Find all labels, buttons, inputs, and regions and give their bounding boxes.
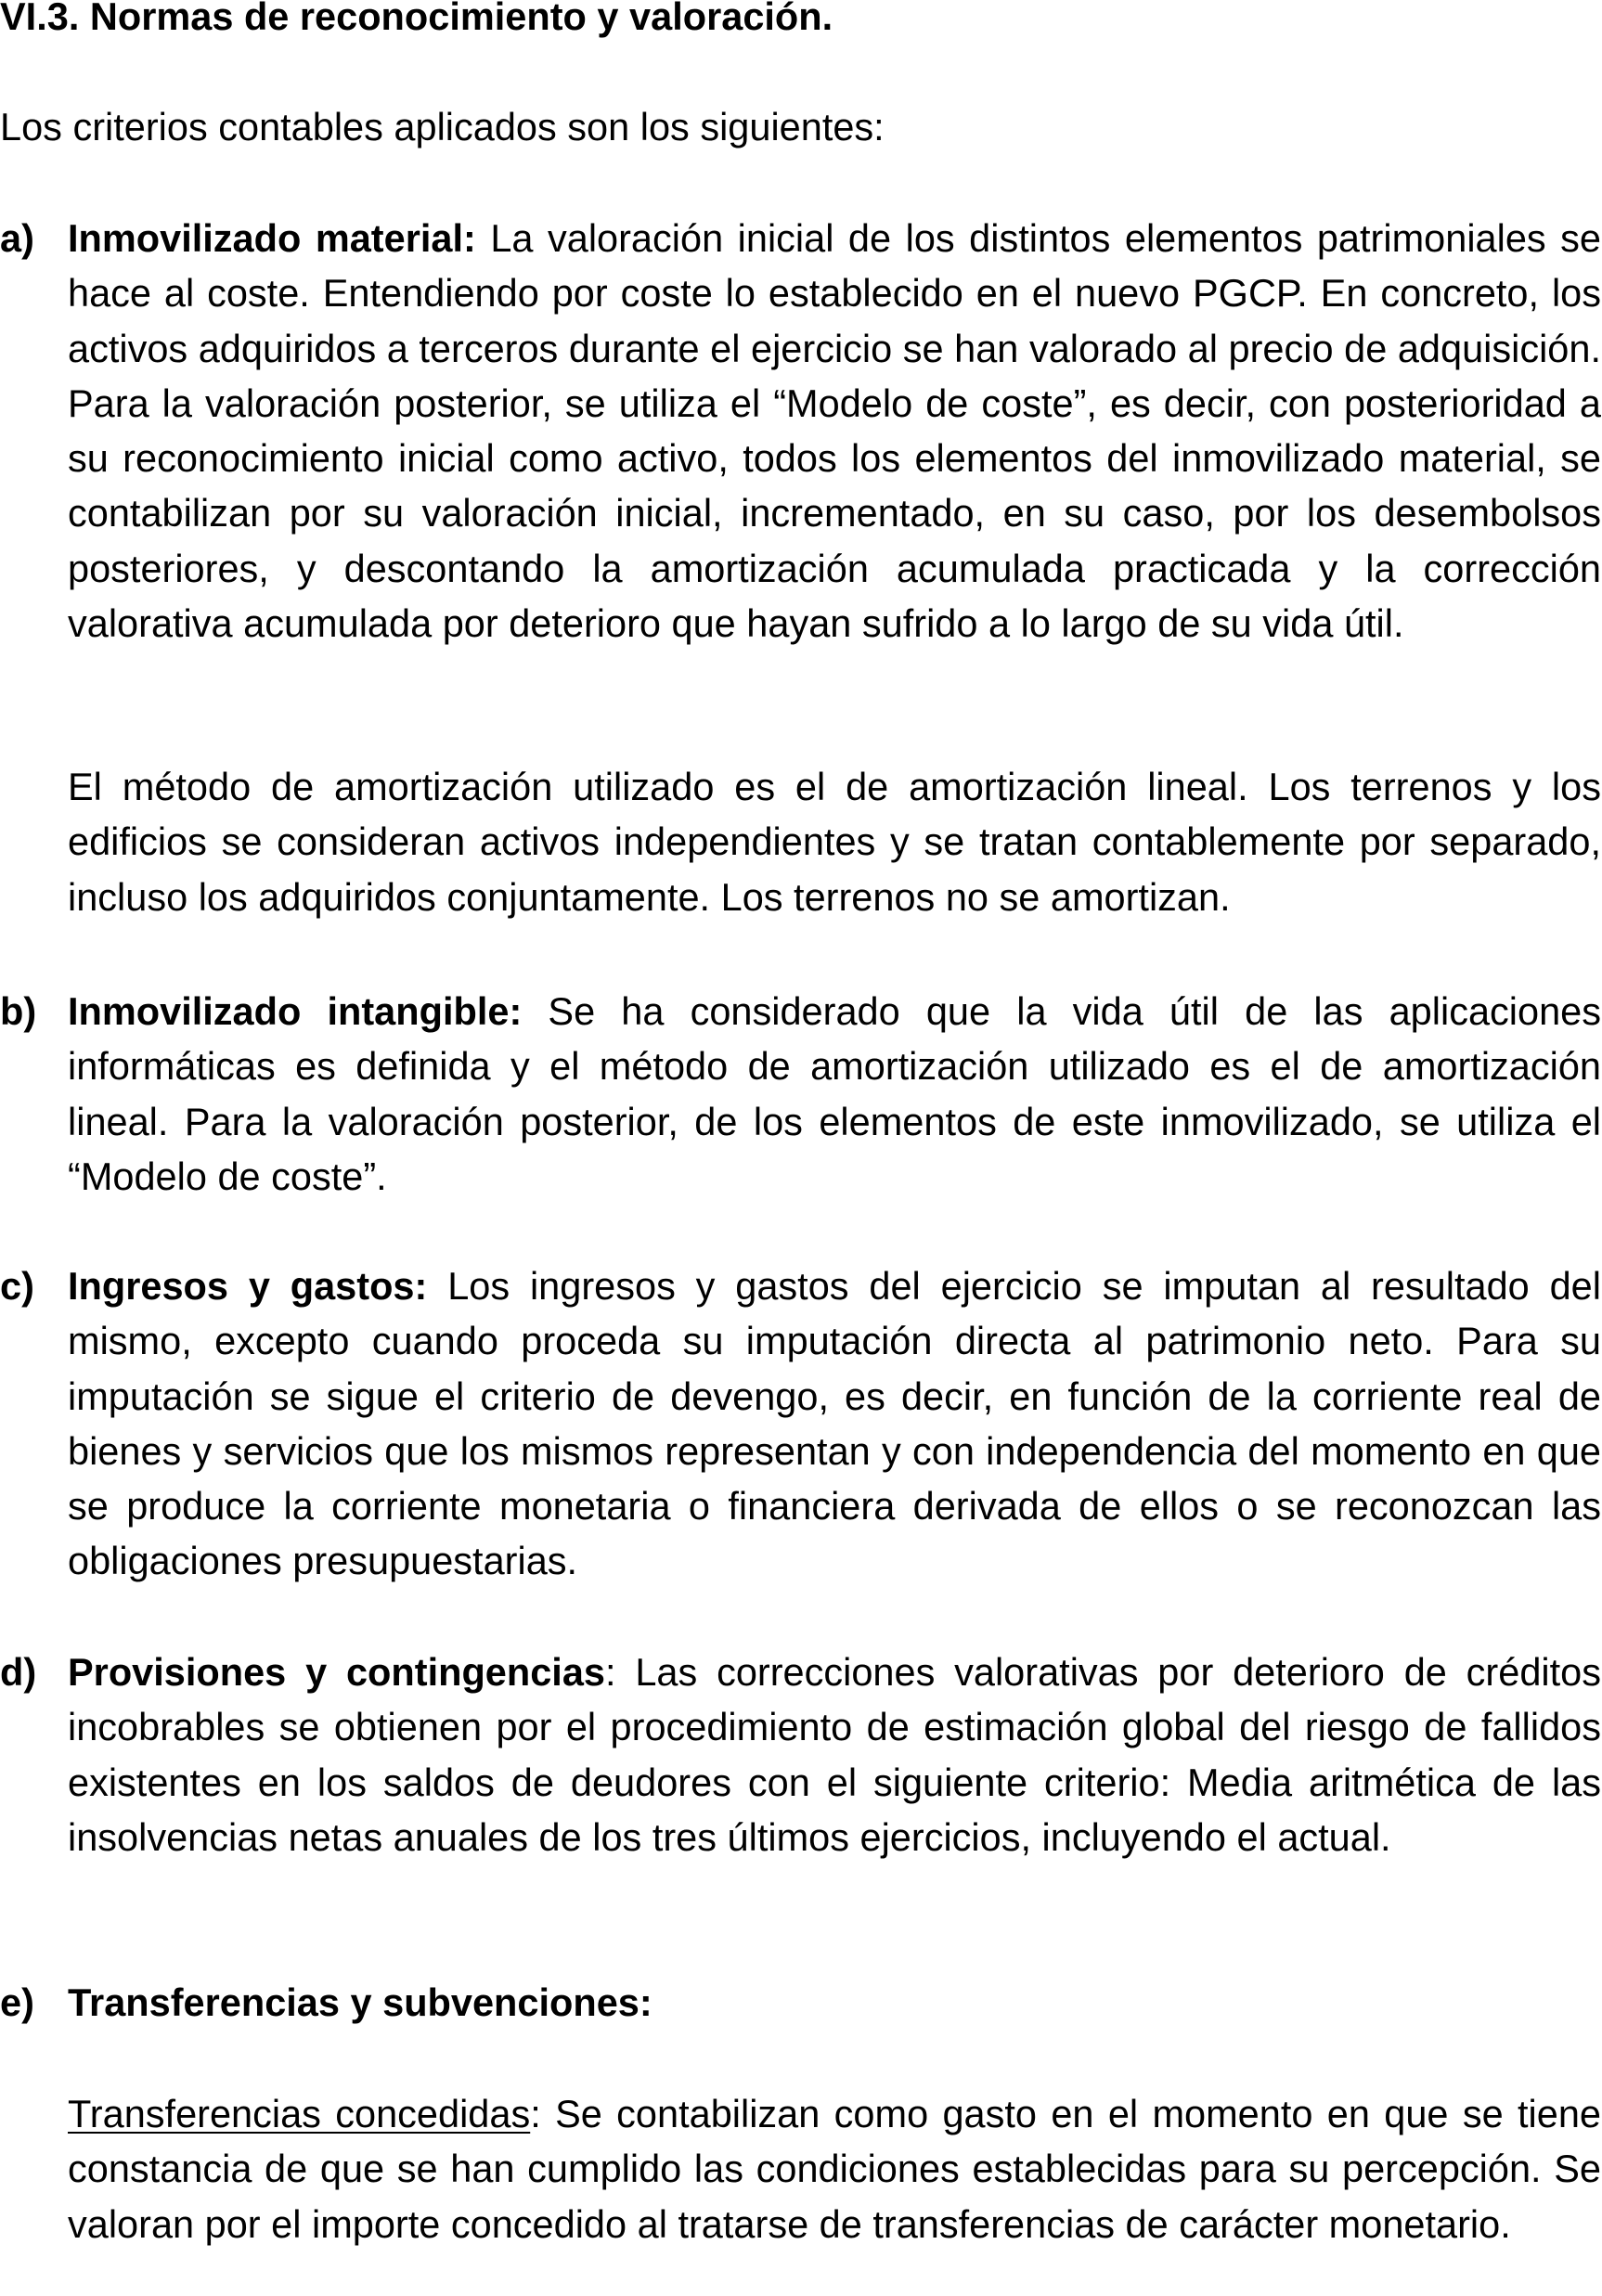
item-letter: d) — [0, 1650, 37, 1694]
item-term: Provisiones y contingencias — [68, 1650, 605, 1694]
item-body — [68, 1645, 1601, 1864]
item-body — [68, 1258, 1601, 1589]
subsection-text: : Se contabilizan como gasto en el momento en que se tiene constancia de que se han cumplido las condiciones establecidas para su percepción. Se valoran por el importe concedido al tratarse de transferencias de carácter monetario. — [68, 2092, 1601, 2246]
item-text: La valoración inicial de los distintos elementos patrimoniales se hace al coste. Entendiendo por coste lo establecido en el nuevo PGCP. En concreto, los activos adquiridos a terceros durante el ejercicio se han valorado al precio de adquisición. Para la valoración posterior, se utiliza el “Modelo de coste”, es decir, con posterioridad a su reconocimiento inicial como activo, todos los elementos del inmovilizado material, se contabilizan por su valoración inicial, incrementado, en su caso, por los desembolsos posteriores, y descontando la amortización acumulada practicada y la corrección valorativa acumulada por deterioro que hayan sufrido a lo largo de su vida útil. — [68, 216, 1601, 646]
item-body — [68, 984, 1601, 1204]
item-letter: a) — [0, 216, 34, 260]
transfers-paragraph — [68, 2086, 1601, 2251]
item-text: : Las correcciones valorativas por deterioro de créditos incobrables se obtienen por el procedimiento de estimación global del riesgo de fallidos existentes en los saldos de deudores con el siguiente criterio: Media aritmética de las insolvencias netas anuales de los tres últimos ejercicios, incluyendo el actual. — [68, 1650, 1601, 1859]
item-body — [68, 211, 1601, 651]
item-text: Los ingresos y gastos del ejercicio se imputan al resultado del mismo, excepto cuando proceda su imputación directa al patrimonio neto. Para su imputación se sigue el criterio de devengo, es decir, en función de la corriente real de bienes y servicios que los mismos representan y con independencia del momento en que se produce la corriente monetaria o financiera derivada de ellos o se reconozcan las obligaciones presupuestarias. — [68, 1264, 1601, 1583]
subsection-title: Transferencias concedidas — [68, 2092, 531, 2135]
intro-text: Los criterios contables aplicados son los siguientes: — [0, 105, 885, 148]
section-heading: VI.3. Normas de reconocimiento y valoración. — [0, 0, 833, 38]
item-text: Se ha considerado que la vida útil de las aplicaciones informáticas es definida y el método de amortización utilizado es el de amortización lineal. Para la valoración posterior, de los elementos de este inmovilizado, se utiliza el “Modelo de coste”. — [68, 989, 1601, 1198]
item-term: Inmovilizado material: — [68, 216, 476, 260]
item-term: Transferencias y subvenciones: — [68, 1980, 652, 2024]
item-body — [68, 1975, 1601, 2030]
item-letter: b) — [0, 989, 37, 1033]
item-term: Ingresos y gastos: — [68, 1264, 428, 1308]
item-letter: c) — [0, 1264, 34, 1308]
item-term: Inmovilizado intangible: — [68, 989, 523, 1033]
item-letter: e) — [0, 1980, 34, 2024]
amortization-paragraph: El método de amortización utilizado es el de amortización lineal. Los terrenos y los edificios se consideran activos independientes y se tratan contablemente por separado, incluso los adquiridos conjuntamente. Los terrenos no se amortizan. — [68, 765, 1601, 919]
